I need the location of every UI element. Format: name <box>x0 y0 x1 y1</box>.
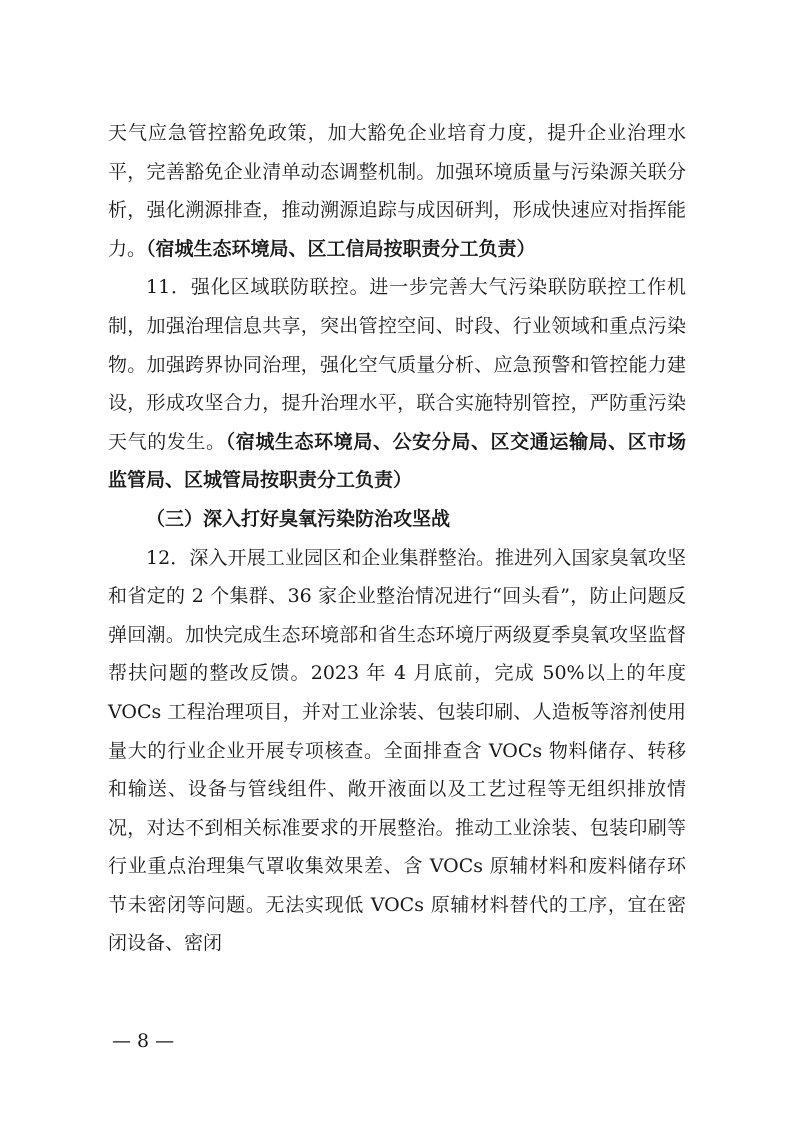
paragraph-item-11-text: 11．强化区域联防联控。进一步完善大气污染联防联控工作机制，加强治理信息共享，突出管控空间、时段、行业领域和重点污染物。加强跨界协同治理，强化空气质量分析、应急预警和管控能力建设，形成攻坚合力，提升治理水平，联合实施特别管控，严防重污染天气的发生。 <box>108 276 686 453</box>
paragraph-1 <box>108 114 686 268</box>
page-number: — 8 — <box>112 1030 175 1052</box>
paragraph-item-12 <box>108 539 686 964</box>
document-body <box>108 114 686 963</box>
paragraph-item-11-responsibility: （宿城生态环境局、公安分局、区交通运输局、区市场监管局、区城管局按职责分工负责） <box>108 430 686 492</box>
paragraph-1-responsibility: （宿城生态环境局、区工信局按职责分工负责） <box>146 237 536 260</box>
paragraph-item-12-text: 12．深入开展工业园区和企业集群整治。推进列入国家臭氧攻坚和省定的 2 个集群、36 家企业整治情况进行“回头看”，防止问题反弹回潮。加快完成生态环境部和省生态环境厅两级夏季臭氧攻坚监督帮扶问题的整改反馈。2023 年 4 月底前，完成 50%以上的年度 VOCs 工程治理项目，并对工业涂装、包装印刷、人造板等溶剂使用量大的行业企业开展专项核查。全面排查含 VOCs 物料储存、转移和输送、设备与管线组件、敞开液面以及工艺过程等无组织排放情况，对达不到相关标准要求的开展整治。推动工业涂装、包装印刷等行业重点治理集气罩收集效果差、含 VOCs 原辅材料和废料储存环节未密闭等问题。无法实现低 VOCs 原辅材料替代的工序，宜在密闭设备、密闭 <box>108 546 686 955</box>
paragraph-1-text: 天气应急管控豁免政策，加大豁免企业培育力度，提升企业治理水平，完善豁免企业清单动态调整机制。加强环境质量与污染源关联分析，强化溯源排查，推动溯源追踪与成因研判，形成快速应对指挥能力。 <box>108 122 686 260</box>
section-heading-3 <box>108 500 686 539</box>
paragraph-item-11 <box>108 268 686 500</box>
section-heading-3-text: （三）深入打好臭氧污染防治攻坚战 <box>146 507 451 530</box>
